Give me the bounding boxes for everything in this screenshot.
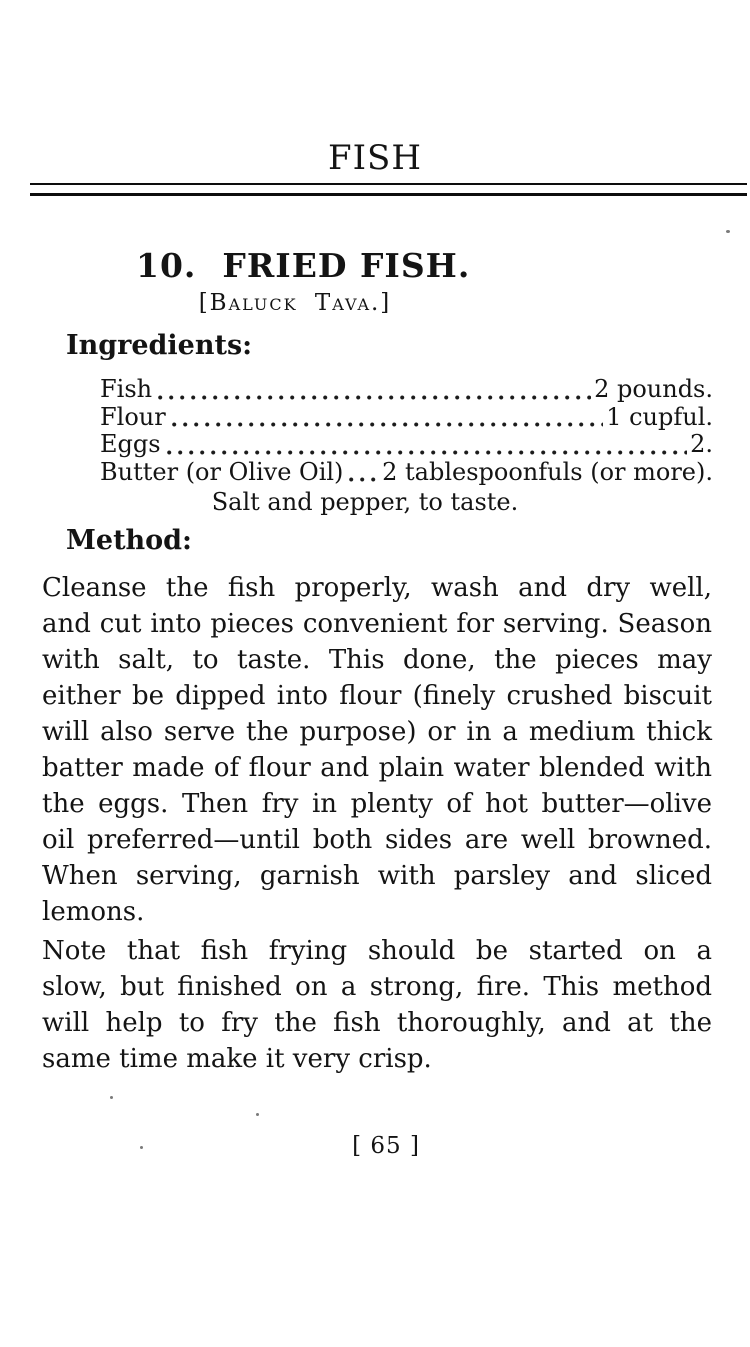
ingredient-name: Flour xyxy=(100,402,166,431)
text-line: lemons. xyxy=(42,897,145,927)
text-line: slow, but finished on a strong, fire. This method xyxy=(42,972,712,1002)
dot-leader xyxy=(158,376,591,404)
ingredient-amount: 2 tablespoonfuls (or more). xyxy=(382,457,713,486)
page-number: [ 65 ] xyxy=(352,1133,420,1159)
ingredient-amount: 1 cupful. xyxy=(606,402,713,431)
running-header: FISH xyxy=(328,138,422,178)
text-line: Note that fish frying should be started on a xyxy=(42,936,712,966)
ingredient-name: Fish xyxy=(100,375,153,403)
ingredients-label: Ingredients: xyxy=(66,330,253,361)
text-line: same time make it very crisp. xyxy=(42,1044,432,1074)
recipe-title: FRIED FISH. xyxy=(222,246,471,285)
method-label: Method: xyxy=(66,525,193,556)
ingredient-row xyxy=(100,404,713,432)
scan-speck xyxy=(110,1096,113,1099)
text-line: will also serve the purpose) or in a medium thick xyxy=(42,717,712,747)
scan-speck xyxy=(140,1146,143,1149)
recipe-heading xyxy=(136,248,470,284)
ingredient-row xyxy=(100,376,713,404)
text-line: with salt, to taste. This done, the pieces may xyxy=(42,645,712,675)
ingredients-note: Salt and pepper, to taste. xyxy=(211,488,519,516)
text-line: Cleanse the fish properly, wash and dry well, xyxy=(42,573,712,603)
ingredients-list xyxy=(100,376,713,486)
text-line: either be dipped into flour (finely crushed biscuit xyxy=(42,681,712,711)
method-text xyxy=(42,570,712,1077)
method-paragraph-1 xyxy=(42,570,712,930)
text-line: oil preferred—until both sides are well browned. xyxy=(42,825,712,855)
method-paragraph-2 xyxy=(42,933,712,1077)
scan-speck xyxy=(726,230,730,233)
ingredient-row xyxy=(100,459,713,487)
text-line: and cut into pieces convenient for serving. Season xyxy=(42,609,712,639)
recipe-number: 10. xyxy=(136,246,197,285)
ingredient-row xyxy=(100,431,713,459)
text-line: batter made of flour and plain water blended with xyxy=(42,753,712,783)
ingredient-name: Eggs xyxy=(100,430,161,458)
ingredient-amount: 2. xyxy=(690,430,713,458)
text-line: will help to fry the fish thoroughly, and at the xyxy=(42,1008,712,1038)
ingredient-name: Butter (or Olive Oil) xyxy=(100,457,344,486)
dot-leader xyxy=(172,404,603,432)
dot-leader xyxy=(349,459,379,487)
header-double-rule xyxy=(30,183,747,196)
text-line: the eggs. Then fry in plenty of hot butter—olive xyxy=(42,789,712,819)
dot-leader xyxy=(167,431,688,459)
recipe-subtitle: [Baluck Tava.] xyxy=(198,290,392,316)
text-line: When serving, garnish with parsley and sliced xyxy=(42,861,712,891)
ingredient-amount: 2 pounds. xyxy=(594,375,713,403)
scan-speck xyxy=(256,1113,259,1116)
